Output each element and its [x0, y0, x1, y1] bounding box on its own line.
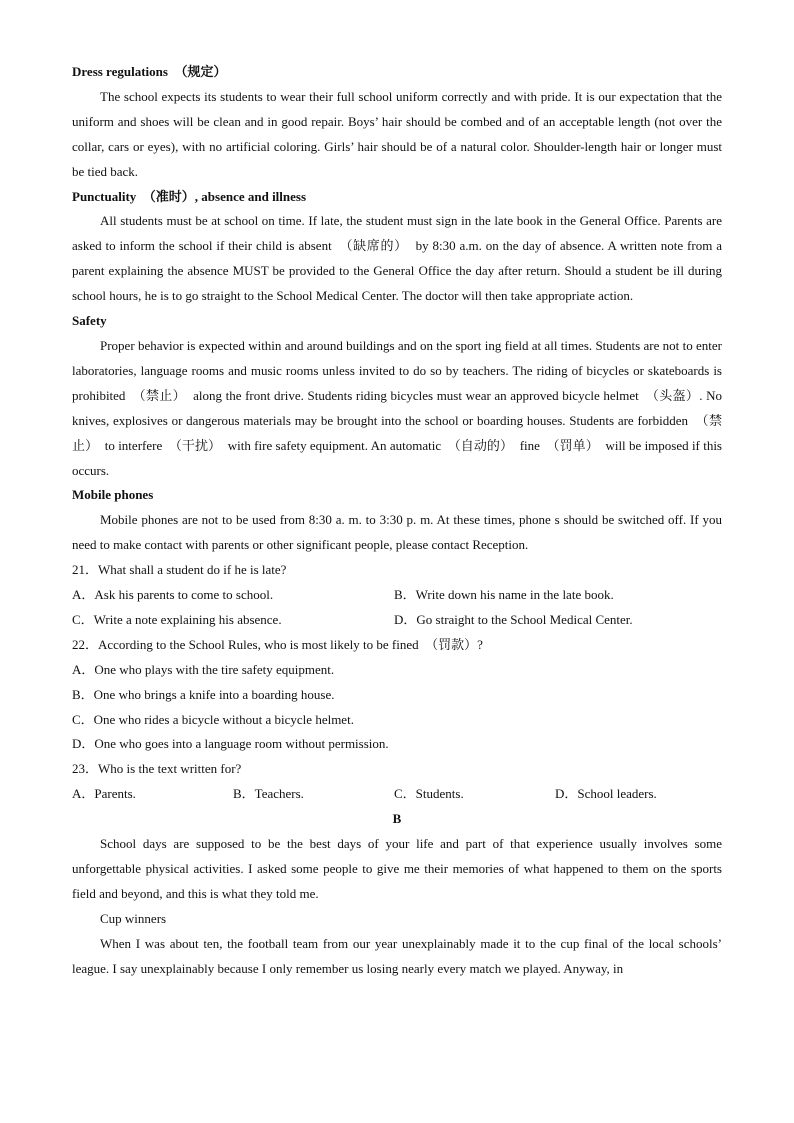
- question-21-option-c: C．Write a note explaining his absence.: [72, 611, 282, 627]
- question-21-option-b: B．Write down his name in the late book.: [394, 587, 614, 603]
- section-b-story: When I was about ten, the football team from our year unexplainably made it to the cup final of the local schools’ league. I say unexplainably because I only remember us losing nearly every match we played. Anyway, in: [72, 935, 722, 976]
- question-23-option-a: A．Parents.: [72, 786, 136, 802]
- question-22-stem: 22．According to the School Rules, who is most likely to be fined （罚款）?: [72, 636, 483, 652]
- safety-heading: Safety: [72, 313, 107, 329]
- exam-page: [72, 60, 722, 982]
- section-b-label: B: [392, 811, 402, 827]
- question-21-stem: 21．What shall a student do if he is late?: [72, 562, 287, 578]
- dress-paragraph: The school expects its students to wear their full school uniform correctly and with pride. It is our expectation that the uniform and shoes will be clean and in good repair. Boys’ hair should be combed and of an acceptable length (not over the collar, cars or eyes), with no artificial coloring. Girls’ hair should be of a natural color. Shoulder-length hair or longer must be tied back.: [72, 88, 722, 179]
- question-22-option-a: A．One who plays with the tire safety equipment.: [72, 661, 335, 677]
- question-21-options-row-1: [72, 583, 722, 608]
- question-23-options-row: [72, 782, 722, 807]
- section-b-subheading: Cup winners: [100, 910, 167, 926]
- section-b-intro: School days are supposed to be the best days of your life and part of that experience usually involves some unforgettable physical activities. I asked some people to give me their memories of what happened to them on the sports field and beyond, and this is what they told me.: [72, 836, 722, 901]
- question-23-option-d: D．School leaders.: [555, 786, 657, 802]
- mobile-paragraph: Mobile phones are not to be used from 8:30 a. m. to 3:30 p. m. At these times, phone s should be switched off. If you need to make contact with parents or other significant people, please contact Reception.: [72, 512, 722, 553]
- question-23-option-c: C．Students.: [394, 786, 464, 802]
- question-22-option-c: C．One who rides a bicycle without a bicycle helmet.: [72, 711, 354, 727]
- dress-heading: Dress regulations （规定）: [72, 64, 227, 79]
- question-23-stem: 23．Who is the text written for?: [72, 761, 242, 777]
- question-21-options-row-2: [72, 608, 722, 633]
- punctuality-heading: Punctuality （准时）, absence and illness: [72, 188, 307, 204]
- mobile-heading: Mobile phones: [72, 487, 154, 503]
- safety-paragraph: Proper behavior is expected within and around buildings and on the sport ing field at all times. Students are not to enter laboratories, language rooms and music rooms unless invited to do so by teachers. The riding of bicycles or skateboards is prohibited （禁止） along the front drive. Students riding bicycles must wear an approved bicycle helmet （头盔）. No knives, explosives or dangerous materials may be brought into the school or boarding houses. Students are forbidden （禁止） to interfere （干扰） with fire safety equipment. An automatic （自动的） fine （罚单） will be imposed if this occurs.: [72, 337, 722, 478]
- question-21-option-d: D．Go straight to the School Medical Center.: [394, 611, 633, 627]
- question-21-option-a: A．Ask his parents to come to school.: [72, 587, 274, 603]
- question-22-option-b: B．One who brings a knife into a boarding house.: [72, 686, 335, 702]
- punctuality-paragraph: All students must be at school on time. If late, the student must sign in the late book in the General Office. Parents are asked to inform the school if their child is absent （缺席的） by 8:30 a.m. on the day of absence. A written note from a parent explaining the absence MUST be provided to the General Office the day after return. Should a student be ill during school hours, he is to go straight to the School Medical Center. The doctor will then take appropriate action.: [72, 213, 722, 304]
- question-22-option-d: D．One who goes into a language room without permission.: [72, 736, 389, 752]
- question-23-option-b: B．Teachers.: [233, 786, 304, 802]
